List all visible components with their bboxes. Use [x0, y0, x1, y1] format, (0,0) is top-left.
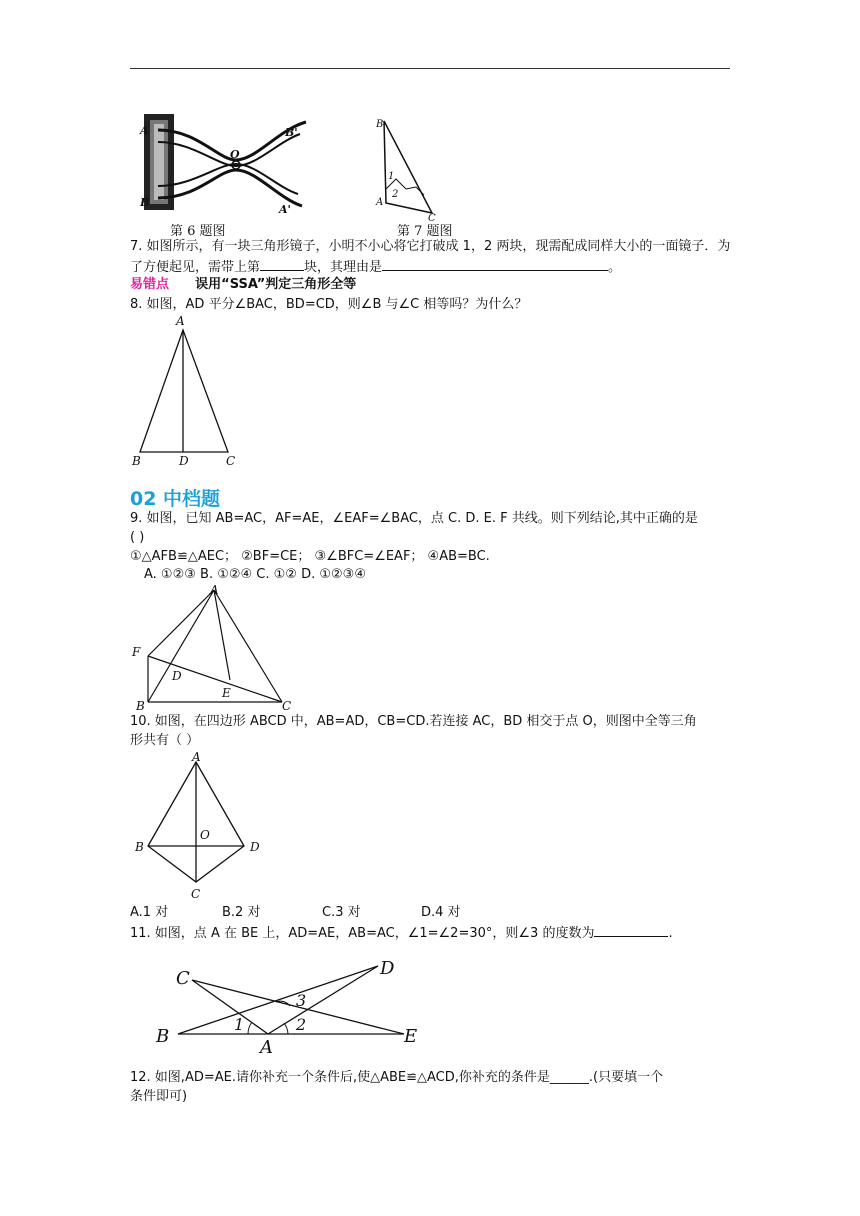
- q8-label-B: B: [132, 454, 141, 468]
- q9-statements: ①△AFB≌△AEC； ②BF=CE； ③∠BFC=∠EAF； ④AB=BC.: [130, 549, 490, 564]
- q10-label-B: B: [135, 840, 144, 854]
- fig7-label-1: 1: [388, 171, 395, 182]
- fig7-label-B: B: [376, 119, 384, 130]
- error-point-tag: 易错点: [130, 277, 170, 292]
- q9-label-C: C: [282, 699, 292, 710]
- q10-figure: [130, 750, 270, 902]
- error-point: [130, 276, 356, 294]
- fig7-label-C: C: [428, 213, 436, 223]
- figure-6: [138, 110, 318, 220]
- q8-figure: [128, 312, 248, 472]
- section-title: 02 中档题: [130, 488, 221, 510]
- q10-label-A: A: [192, 750, 201, 764]
- q11-line: 11. 如图，点 A 在 BE 上，AD=AE，AB=AC，∠1=∠2=30°，则∠3 的度数为 .: [130, 923, 673, 943]
- q10-label-C: C: [191, 887, 201, 901]
- error-point-title: 误用“SSA”判定三角形全等: [195, 277, 357, 292]
- q11-label-A: A: [260, 1037, 273, 1058]
- q10-option-b[interactable]: B.2 对: [222, 905, 261, 920]
- q10-line-2: 形共有（ ）: [130, 733, 200, 748]
- fig6-caption: 第 6 题图: [170, 224, 226, 239]
- q9-label-D: D: [172, 669, 182, 683]
- fig6-arc-lower: [158, 170, 302, 206]
- q7-line-2: 了方便起见，需带上第 块，其理由是 。: [130, 257, 621, 277]
- fig7-label-2: 2: [392, 189, 399, 200]
- q8-label-A: A: [176, 314, 185, 328]
- q9-answer-bracket[interactable]: ( ): [130, 530, 145, 545]
- fig7-caption: 第 7 题图: [397, 224, 453, 239]
- q11-label-2: 2: [296, 1015, 307, 1034]
- q12-line-2: 条件即可): [130, 1089, 188, 1104]
- q8-label-C: C: [226, 454, 236, 468]
- q9-label-F: F: [132, 645, 141, 659]
- q9-figure: [128, 580, 308, 710]
- q10-label-D: D: [250, 840, 260, 854]
- q10-label-O: O: [200, 828, 210, 842]
- q11-label-1: 1: [234, 1015, 245, 1034]
- q7-line-1: 7. 如图所示，有一块三角形镜子，小明不小心将它打破成 1，2 两块，现需配成同样大小的一面镜子．为: [130, 239, 731, 254]
- q7-blank-reason[interactable]: [382, 257, 608, 271]
- q9-label-A: A: [210, 583, 219, 597]
- q7-blank-piece[interactable]: [260, 257, 304, 271]
- figure-7: [372, 115, 442, 223]
- q9-label-B: B: [136, 699, 145, 710]
- q11-label-3: 3: [296, 991, 307, 1010]
- fig6-label-A: A: [140, 124, 149, 137]
- fig6-label-B: B: [140, 196, 150, 209]
- header-rule: [130, 68, 730, 69]
- q8-label-D: D: [179, 454, 189, 468]
- fig6-label-Ap: A': [279, 203, 291, 216]
- q11-label-D: D: [380, 958, 395, 979]
- q9-options: A. ①②③ B. ①②④ C. ①② D. ①②③④: [144, 567, 366, 582]
- q11-blank[interactable]: [594, 923, 668, 937]
- q11-label-E: E: [404, 1026, 418, 1047]
- q12-line-1: 12. 如图,AD=AE.请你补充一个条件后,使△ABE≌△ACD,你补充的条件是______.(只要填一个: [130, 1070, 664, 1085]
- q8-text: 8. 如图，AD 平分∠BAC，BD=CD，则∠B 与∠C 相等吗？为什么？: [130, 297, 528, 312]
- q11-label-B: B: [156, 1026, 170, 1047]
- q10-option-c[interactable]: C.3 对: [322, 905, 361, 920]
- q10-option-d[interactable]: D.4 对: [421, 905, 461, 920]
- q11-label-C: C: [176, 968, 190, 989]
- fig6-label-O: O: [230, 148, 240, 161]
- q9-label-E: E: [222, 686, 231, 700]
- q9-line-1: 9. 如图，已知 AB=AC，AF=AE，∠EAF=∠BAC，点 C. D. E. F 共线。则下列结论,其中正确的是: [130, 511, 698, 526]
- fig7-label-A: A: [376, 197, 384, 208]
- fig6-label-Bp: B': [285, 126, 298, 139]
- q11-figure: [150, 950, 430, 1060]
- q10-option-a[interactable]: A.1 对: [130, 905, 169, 920]
- q10-line-1: 10. 如图，在四边形 ABCD 中，AB=AD，CB=CD.若连接 AC，BD 相交于点 O，则图中全等三角: [130, 714, 697, 729]
